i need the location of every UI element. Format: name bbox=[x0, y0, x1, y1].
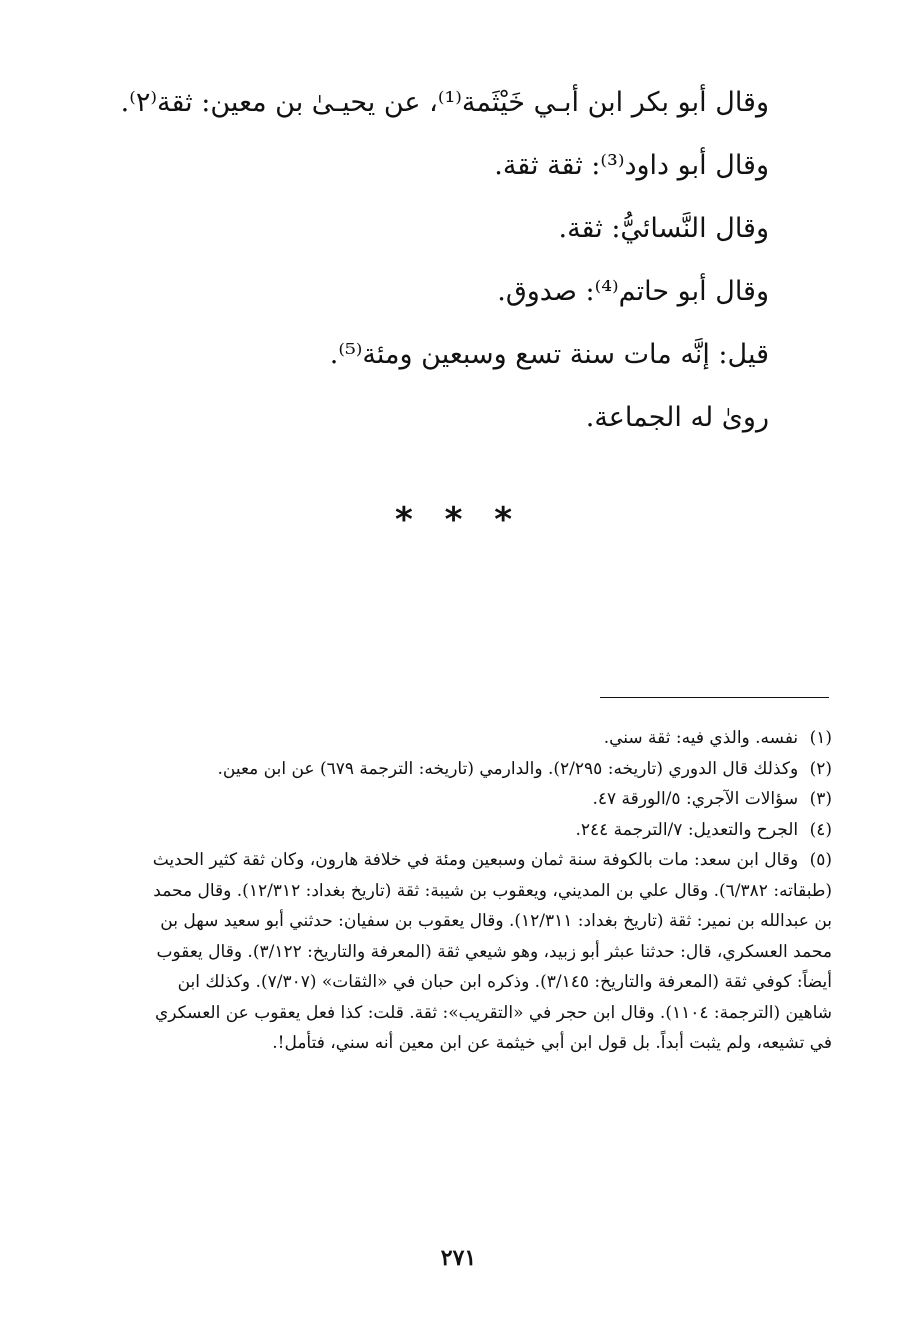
footnote-text: نفسه. والذي فيه: ثقة سني. bbox=[603, 728, 799, 748]
footnote-2 bbox=[135, 754, 832, 785]
main-line: روىٰ له الجماعة. bbox=[585, 402, 769, 433]
main-line: وقال أبو بكر ابن أبـي خَيْثَمة⁽¹⁾، عن يحيـىٰ بن معين: ثقة⁽٢⁾. bbox=[120, 87, 769, 118]
footnotes bbox=[135, 723, 832, 1059]
footnote-number: (٣) bbox=[809, 789, 832, 809]
footnote-1 bbox=[135, 723, 832, 754]
section-separator: * * * bbox=[394, 500, 522, 540]
footnote-text: الجرح والتعديل: ٧/الترجمة ٢٤٤. bbox=[575, 819, 799, 840]
page-number: ٢٧١ bbox=[440, 1245, 477, 1271]
footnote-number: (٤) bbox=[809, 819, 832, 840]
footnote-text: سؤالات الآجري: ٥/الورقة ٤٧. bbox=[592, 789, 799, 809]
main-line: وقال أبو داود⁽³⁾: ثقة ثقة. bbox=[494, 150, 769, 181]
footnote-4 bbox=[135, 815, 832, 846]
footnote-3 bbox=[135, 784, 832, 815]
footnote-divider bbox=[600, 697, 829, 698]
main-text bbox=[120, 87, 769, 466]
footnote-text: وقال ابن سعد: مات بالكوفة سنة ثمان وسبعين ومئة في خلافة هارون، وكان ثقة كثير الحديث (طبقاته: ٦/٣٨٢). وقال علي بن المديني، ويعقوب بن شيبة: ثقة (تاريخ بغداد: ١٢/٣١٢). وقال محمد بن عبدالله بن نمير: ثقة (تاريخ بغداد: ١٢/٣١١). وقال يعقوب بن سفيان: حدثني أبو سعيد سهل بن محمد العسكري، قال: حدثنا عبثر أبو زبيد، وهو شيعي ثقة (المعرفة والتاريخ: ٣/١٢٢). وقال يعقوب أيضاً: كوفي ثقة (المعرفة والتاريخ: ٣/١٤٥). وذكره ابن حبان في «الثقات» (٧/٣٠٧). وكذلك ابن شاهين (الترجمة: ١١٠٤). وقال ابن حجر في «التقريب»: ثقة. قلت: كذا فعل يعقوب عن العسكري في تشيعه، ولم يثبت أبداً. بل قول ابن أبي خيثمة عن ابن معين أنه سني، فتأمل!. bbox=[152, 850, 832, 1053]
main-line: وقال أبو حاتم⁽⁴⁾: صدوق. bbox=[497, 276, 769, 307]
main-line: وقال النَّسائيُّ: ثقة. bbox=[558, 213, 769, 244]
main-line: قيل: إنَّه مات سنة تسع وسبعين ومئة⁽⁵⁾. bbox=[329, 339, 769, 370]
footnote-text: وكذلك قال الدوري (تاريخه: ٢/٢٩٥). والدارمي (تاريخه: الترجمة ٦٧٩) عن ابن معين. bbox=[217, 758, 799, 779]
footnote-number: (٥) bbox=[809, 850, 832, 870]
footnote-number: (٢) bbox=[809, 758, 832, 779]
footnote-5 bbox=[135, 845, 832, 1059]
footnote-number: (١) bbox=[809, 728, 832, 748]
